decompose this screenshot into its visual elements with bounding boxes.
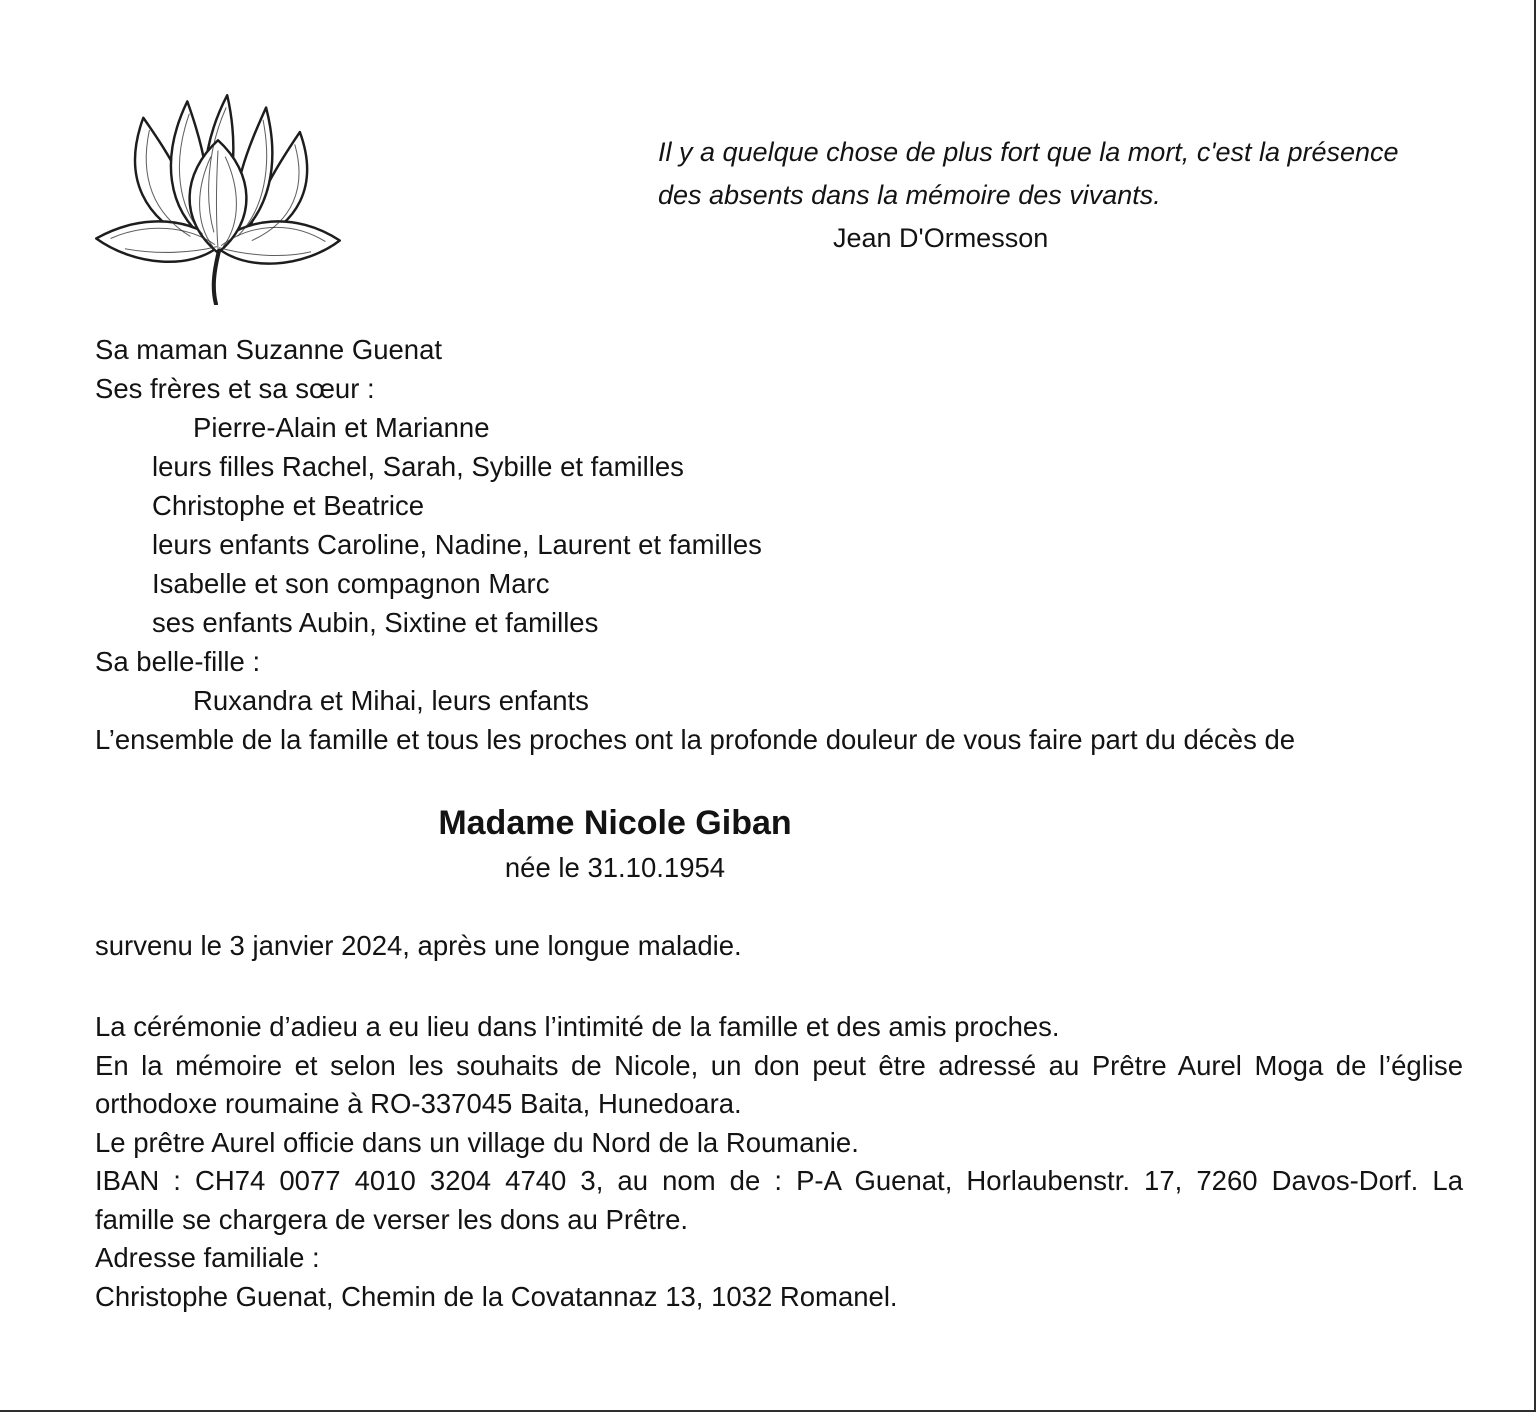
lotus-flower-icon (90, 85, 346, 305)
family-line: Sa belle-fille : (95, 646, 261, 677)
family-line: Ses frères et sa sœur : (95, 373, 375, 404)
closing-line: Adresse familiale : (95, 1242, 320, 1273)
family-line: leurs filles Rachel, Sarah, Sybille et familles (152, 451, 684, 482)
quote-line: Il y a quelque chose de plus fort que la mort, c'est la présence (658, 137, 1399, 167)
family-line: Isabelle et son compagnon Marc (152, 568, 550, 599)
closing-line: En la mémoire et selon les souhaits de Nicole, un don peut être adressé au Prêtre Aurel Moga de l’église (95, 1049, 1463, 1081)
closing-line: Le prêtre Aurel officie dans un village du Nord de la Roumanie. (95, 1126, 859, 1158)
iban-line: IBAN : CH74 0077 4010 3204 4740 3, au nom de : P-A Guenat, Horlaubenstr. 17, 7260 Davos-Dorf. La (95, 1165, 1463, 1196)
memorial-quote (658, 131, 1488, 260)
closing-line: famille se chargera de verser les dons au Prêtre. (95, 1203, 689, 1235)
death-date-line: survenu le 3 janvier 2024, après une longue maladie. (95, 930, 742, 961)
closing-paragraphs (95, 1008, 1463, 1316)
birth-date-line: née le 31.10.1954 (504, 852, 726, 883)
family-address-line: Christophe Guenat, Chemin de la Covatannaz 13, 1032 Romanel. (95, 1280, 898, 1312)
quote-author: Jean D'Ormesson (833, 223, 1049, 253)
family-line: Sa maman Suzanne Guenat (95, 334, 443, 365)
family-line: Ruxandra et Mihai, leurs enfants (193, 685, 589, 716)
announcement-line: L’ensemble de la famille et tous les proches ont la profonde douleur de vous faire part du décès de (95, 724, 1296, 755)
quote-line: des absents dans la mémoire des vivants. (658, 180, 1161, 210)
deceased-block (95, 798, 1135, 888)
family-line: ses enfants Aubin, Sixtine et familles (152, 607, 599, 638)
family-list (95, 330, 1463, 759)
family-line: Pierre-Alain et Marianne (193, 412, 490, 443)
family-line: Christophe et Beatrice (152, 490, 425, 521)
deceased-name: Madame Nicole Giban (438, 804, 792, 842)
family-line: leurs enfants Caroline, Nadine, Laurent et familles (152, 529, 762, 560)
closing-line: orthodoxe roumaine à RO-337045 Baita, Hunedoara. (95, 1088, 742, 1119)
closing-line: La cérémonie d’adieu a eu lieu dans l’intimité de la famille et des amis proches. (95, 1011, 1060, 1042)
